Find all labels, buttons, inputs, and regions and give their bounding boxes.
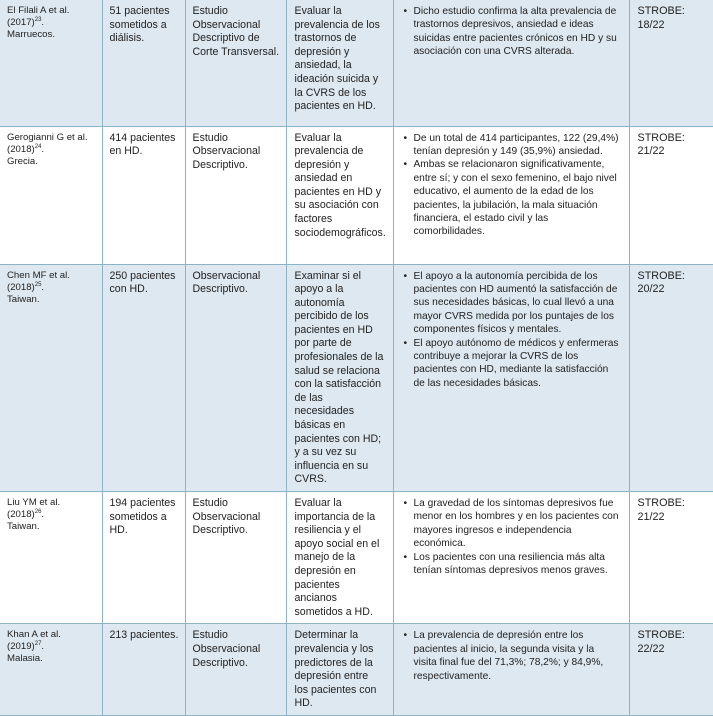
- objective-cell: Examinar si el apoyo a la autonomía percibido de los pacientes en HD por parte de profesionales de la salud se relaciona con la satisfacción de las necesidades básicas en pacientes con HD; y a su vez su influencia en su CVRS.: [286, 264, 393, 492]
- design-cell: Estudio Observacional Descriptivo.: [185, 126, 286, 264]
- table-row: [0, 624, 713, 716]
- results-cell: [393, 126, 629, 264]
- result-item: • Ambas se relacionaron significativamente, entre sí; y con el sexo femenino, el bajo nivel educativo, el aumento de la edad de los pacientes, la jubilación, la mala situación financiera, el estado civil y las comorbilidades.: [404, 158, 619, 238]
- table-row: [0, 264, 713, 492]
- result-item: • De un total de 414 participantes, 122 (29,4%) tenían depresión y 149 (35,9%) ansiedad.: [404, 132, 619, 159]
- results-cell: [393, 0, 629, 126]
- results-list: [404, 270, 619, 391]
- objective-cell: Determinar la prevalencia y los predictores de la depresión entre los pacientes con HD.: [286, 624, 393, 716]
- author-cell: Gerogianni G et al. $(2018)^{24}$. Grecia.: [0, 126, 102, 264]
- result-item: • El apoyo a la autonomía percibida de los pacientes con HD aumentó la satisfacción de sus necesidades básicas, lo cual llevó a una mayor CVRS medida por los puntajes de los componentes físicos y mentales.: [404, 270, 619, 337]
- result-item: • Los pacientes con una resiliencia más alta tenían síntomas depresivos menos graves.: [404, 551, 619, 578]
- results-cell: [393, 492, 629, 624]
- study-country: Taiwan.: [7, 521, 40, 532]
- study-year: (2019): [7, 641, 35, 653]
- sample-cell: 414 pacientes en HD.: [102, 126, 185, 264]
- objective-cell: Evaluar la prevalencia de depresión y ansiedad en pacientes en HD y su asociación con factores sociodemográficos.: [286, 126, 393, 264]
- study-country: Marruecos.: [7, 29, 55, 40]
- author-name: Chen MF et al.: [7, 269, 70, 281]
- study-country: Malasia.: [7, 653, 43, 665]
- strobe-score: STROBE: 21/22: [629, 126, 713, 264]
- objective-cell: Evaluar la prevalencia de los trastornos de depresión y ansiedad, la ideación suicida y la CVRS de los pacientes en HD.: [286, 0, 393, 126]
- study-country: Taiwan.: [7, 293, 40, 305]
- sample-cell: 213 pacientes.: [102, 624, 185, 716]
- strobe-score: STROBE: 22/22: [629, 624, 713, 716]
- author-name: Khan A et al.: [7, 629, 61, 641]
- table-row: [0, 0, 713, 126]
- author-cell: Khan A et al. $(2019)^{27}$. Malasia.: [0, 624, 102, 716]
- sample-cell: 250 pacientes con HD.: [102, 264, 185, 492]
- reference-number: 24: [34, 143, 42, 150]
- result-item: • El apoyo autónomo de médicos y enfermeras contribuye a mejorar la CVRS de los pacientes con HD, mediante la satisfacción de las necesidades básicas.: [404, 337, 619, 391]
- results-cell: [393, 624, 629, 716]
- design-cell: Observacional Descriptivo.: [185, 264, 286, 492]
- design-cell: Estudio Observacional Descriptivo.: [185, 624, 286, 716]
- study-country: Grecia.: [7, 155, 38, 167]
- author-cell: Chen MF et al. $(2018)^{25}$. Taiwan.: [0, 264, 102, 492]
- author-name: El Filali A et al.: [7, 5, 70, 16]
- design-cell: Estudio Observacional Descriptivo.: [185, 492, 286, 624]
- results-list: [404, 5, 619, 59]
- author-name: Gerogianni G et al.: [7, 131, 88, 143]
- results-list: [404, 497, 619, 577]
- author-cell: Liu YM et al. $(2018)^{26}$. Taiwan.: [0, 492, 102, 624]
- strobe-score: STROBE: 21/22: [629, 492, 713, 624]
- results-cell: [393, 264, 629, 492]
- results-list: [404, 132, 619, 239]
- results-list: [404, 629, 619, 683]
- reference-number: 25: [34, 281, 42, 288]
- sample-cell: 51 pacientes sometidos a diálisis.: [102, 0, 185, 126]
- result-item: • La prevalencia de depresión entre los pacientes al inicio, la segunda visita y la visita final fue del 71,3%; 78,2%; y 84,9%, respectivamente.: [404, 629, 619, 683]
- table-row: [0, 126, 713, 264]
- study-year: (2018): [7, 143, 35, 155]
- result-item: • La gravedad de los síntomas depresivos fue menor en los hombres y en los pacientes con mayores ingresos e independencia económica.: [404, 497, 619, 551]
- objective-cell: Evaluar la importancia de la resiliencia y el apoyo social en el manejo de la depresión en pacientes ancianos sometidos a HD.: [286, 492, 393, 624]
- reference-number: 23: [34, 16, 42, 23]
- design-cell: Estudio Observacional Descriptivo de Corte Transversal.: [185, 0, 286, 126]
- strobe-score: STROBE: 20/22: [629, 264, 713, 492]
- strobe-score: STROBE: 18/22: [629, 0, 713, 126]
- result-item: • Dicho estudio confirma la alta prevalencia de trastornos depresivos, ansiedad e ideas suicidas entre pacientes crónicos en HD y su asociación con una CVRS alterada.: [404, 5, 619, 59]
- author-cell: El Filali A et al. $(2017)^{23}$. Marruecos.: [0, 0, 102, 126]
- study-year: (2018): [7, 509, 35, 520]
- reference-number: 27: [34, 641, 42, 648]
- study-year: (2018): [7, 281, 35, 293]
- author-name: Liu YM et al.: [7, 497, 61, 508]
- reference-number: 26: [34, 508, 42, 515]
- table-row: [0, 492, 713, 624]
- study-year: (2017): [7, 17, 35, 28]
- sample-cell: 194 pacientes sometidos a HD.: [102, 492, 185, 624]
